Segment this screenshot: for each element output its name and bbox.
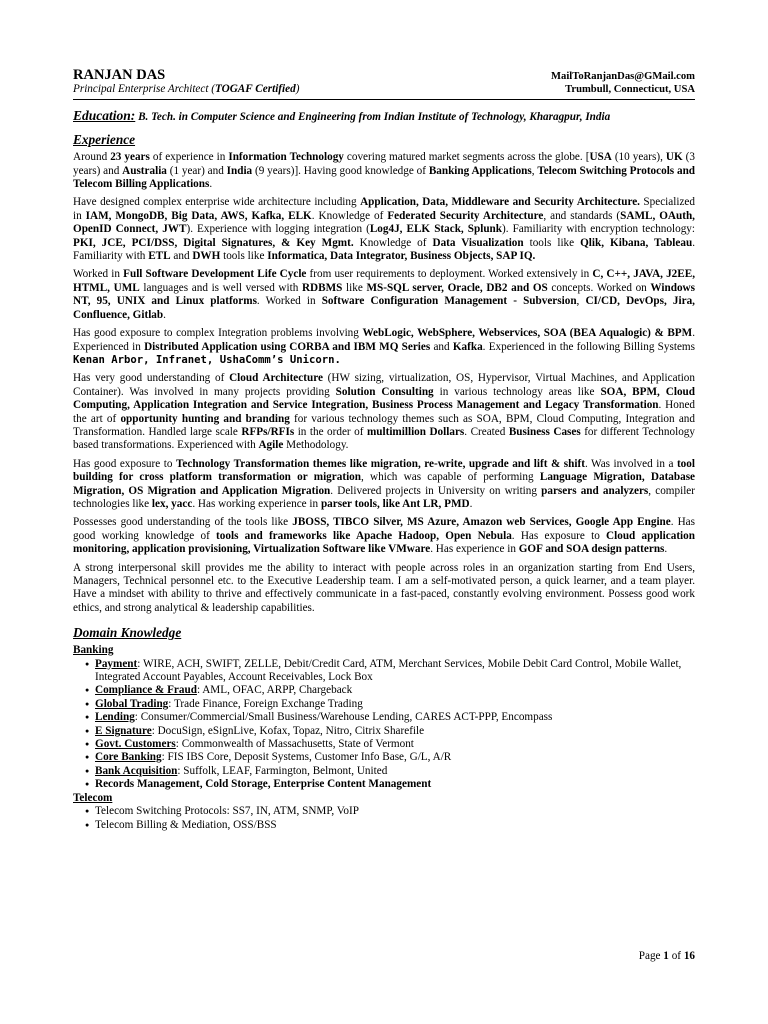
emphasis-text: GOF and SOA design patterns (518, 543, 665, 556)
email-address[interactable]: MailToRanjanDas@GMail.com (551, 71, 695, 82)
body-text: for different Technology based transformations. Experienced with (73, 425, 695, 452)
body-text: . Has exposure to (511, 529, 607, 542)
body-text: . Has good working knowledge of (73, 516, 696, 542)
banking-list (73, 658, 695, 792)
emphasis-text: Solution Consulting (335, 385, 434, 398)
body-text: Worked in (73, 268, 124, 281)
telecom-item: ● Telecom Billing & Mediation, OSS/BSS (85, 819, 695, 832)
body-text: in various technology areas like (433, 385, 601, 398)
body-text: (9 years)]. Having good knowledge of (252, 164, 429, 177)
emphasis-text: Qlik, Kibana, Tableau (580, 236, 693, 249)
banking-item-label: Compliance & Fraud (95, 684, 197, 697)
banking-item (85, 698, 695, 711)
emphasis-text: Kafka (452, 340, 483, 353)
emphasis-text: Cloud application monitoring, application provisioning, Virtualization Software like VMware (73, 529, 695, 556)
body-text: and (430, 340, 453, 353)
body-text: . Delivered projects in University on writing (330, 484, 542, 497)
emphasis-text: opportunity hunting and branding (120, 412, 290, 425)
emphasis-text: UK (665, 151, 683, 164)
body-text: , (576, 295, 586, 308)
body-text: Has good exposure to (73, 457, 176, 470)
banking-item-label: Core Banking (95, 751, 162, 764)
banking-item (85, 751, 695, 764)
experience-paragraph (73, 327, 695, 367)
emphasis-text: JBOSS, TIBCO Silver, MS Azure, Amazon web Services, Google App Engine (292, 516, 671, 529)
emphasis-text: multimillion Dollars (366, 425, 465, 438)
emphasis-text: India (226, 164, 253, 177)
candidate-name: RANJAN DAS (73, 67, 166, 83)
body-text: (3 years) and (73, 151, 695, 177)
body-text: . (163, 308, 166, 321)
page-number: 1 (663, 950, 669, 962)
body-text: tools like (220, 250, 268, 263)
domain-knowledge-heading: Domain Knowledge (73, 625, 182, 641)
body-text: . Honed the art of (73, 399, 695, 425)
body-text: , and standards ( (543, 209, 621, 222)
body-text: Has good exposure to complex Integration problems involving (73, 327, 363, 340)
page-total: 16 (683, 950, 695, 962)
banking-item-label: Global Trading (95, 697, 169, 710)
body-text: Knowledge of (353, 236, 433, 249)
body-text: Around (73, 151, 111, 164)
emphasis-text: WebLogic, WebSphere, Webservices, SOA (BEA Aqualogic) & BPM (362, 327, 693, 340)
body-text: covering matured market segments across the globe. [ (343, 151, 590, 164)
banking-item (85, 778, 695, 791)
emphasis-text: RFPs/RFIs (241, 425, 295, 438)
emphasis-text: IAM, MongoDB, Big Data, AWS, Kafka, ELK (85, 209, 312, 222)
emphasis-text: USA (589, 151, 612, 164)
body-text: . (664, 543, 668, 556)
body-text: tools like (523, 236, 581, 249)
banking-item-text: : Trade Finance, Foreign Exchange Trading (168, 697, 363, 710)
experience-heading: Experience (73, 132, 136, 148)
header-row-1 (73, 67, 695, 83)
banking-item-text: : WIRE, ACH, SWIFT, ZELLE, Debit/Credit Card, ATM, Merchant Services, Mobile Debit Card Control, Mobile Wallet, Integrated Account Payables, Account Receivables, Lock Box (95, 657, 682, 684)
body-text: like (342, 281, 367, 294)
banking-item-label: Bank Acquisition (95, 764, 178, 777)
body-text: (HW sizing, virtualization, OS, Hypervisor, Virtual Machines, and Application Container). Was involved in many projects providing (73, 372, 695, 398)
banking-item-text: : AML, OFAC, ARPP, Chargeback (196, 684, 353, 697)
body-text: A strong interpersonal skill provides me the ability to interact with people across roles in an organization starting from End Users, Managers, Technical personnel etc. to the Executive Leadership team. I am a self-motivated person, a quick learner, and a team player. Have a mindset with ability to thrive and effectively communicate in a fast-paced, constantly evolving environment. Possess good work ethics, and strong analytical & leadership capabilities. (73, 561, 695, 614)
education-line (73, 109, 695, 124)
location: Trumbull, Connecticut, USA (565, 84, 695, 96)
banking-item-label: Govt. Customers (95, 738, 176, 751)
banking-item (85, 684, 695, 697)
body-text: ). Familiarity with encryption technology: (502, 223, 695, 236)
role-text: Principal Enterprise Architect (73, 83, 209, 96)
banking-item-label: Payment (95, 657, 138, 670)
emphasis-text: Language Migration, Database Migration, OS Migration and Application Migration (73, 471, 696, 497)
job-title: Principal Enterprise Architect (TOGAF Certified) (73, 83, 300, 96)
body-text: (1 year) and (166, 164, 227, 177)
emphasis-text: lex, yacc (151, 497, 193, 510)
emphasis-text: parser tools, like Ant LR, PMD (320, 497, 470, 510)
banking-item-text: : Consumer/Commercial/Small Business/Warehouse Lending, CARES ACT-PPP, Encompass (134, 711, 553, 724)
body-text: . Experienced in (73, 327, 695, 353)
experience-paragraph (73, 268, 695, 322)
experience-body (73, 151, 695, 615)
body-text: . Knowledge of (311, 209, 388, 222)
body-text: , (531, 164, 538, 177)
emphasis-text: Software Configuration Management - Subversion (321, 295, 577, 308)
experience-paragraph (73, 372, 695, 452)
telecom-list (73, 805, 695, 832)
header-divider (73, 99, 695, 100)
page-footer (639, 950, 695, 962)
body-text: for various technology themes such as SOA, BPM, Cloud Computing, Integration and Transformation. Handled large scale (73, 412, 695, 438)
emphasis-text: Log4J, ELK Stack, Splunk (369, 223, 502, 236)
body-text: Specialized in (73, 196, 695, 222)
banking-item-label: Lending (95, 711, 135, 724)
body-text: Possesses good understanding of the tools like (73, 516, 293, 529)
experience-paragraph (73, 562, 695, 616)
banking-item (85, 738, 695, 751)
banking-item-text: : Suffolk, LEAF, Farmington, Belmont, United (177, 764, 388, 777)
banking-item (85, 725, 695, 738)
experience-paragraph (73, 151, 695, 191)
banking-item-text: : Commonwealth of Massachusetts, State of Vermont (175, 738, 414, 751)
body-text: Methodology. (283, 439, 349, 452)
emphasis-text: parsers and analyzers (541, 484, 649, 497)
banking-item-text: Records Management, Cold Storage, Enterprise Content Management (95, 778, 432, 791)
emphasis-text: Informatica, Data Integrator, Business Objects, SAP IQ. (267, 250, 536, 263)
emphasis-text: RDBMS (301, 281, 343, 294)
page-prefix: Page (638, 950, 664, 962)
body-text: . Was involved in a (584, 457, 677, 470)
banking-item-text: : FIS IBS Core, Deposit Systems, Customer Info Base, G/L, A/R (161, 751, 452, 764)
page-of: of (668, 950, 684, 962)
banking-heading: Banking (73, 644, 114, 657)
experience-paragraph (73, 196, 695, 263)
banking-item-label: E Signature (95, 724, 152, 737)
emphasis-text: Data Visualization (432, 236, 524, 249)
body-text: . (209, 178, 213, 191)
emphasis-text: Distributed Application using CORBA and IBM MQ Series (144, 340, 431, 353)
body-text: from user requirements to deployment. Worked extensively in (306, 268, 593, 281)
emphasis-text: CI/CD, DevOps, Jira, Confluence, Gitlab (73, 295, 695, 321)
certification: TOGAF Certified (215, 83, 296, 96)
emphasis-text: SOA, BPM, Cloud Computing, Application Integration and Service Integration, Business Process Management and Legacy Transformation (73, 385, 696, 412)
emphasis-text: tool building for cross platform transformation or migration (73, 457, 695, 484)
body-text: . Familiarity with (73, 236, 695, 263)
banking-item-text: : DocuSign, eSignLive, Kofax, Topaz, Nitro, Citrix Sharefile (151, 724, 425, 737)
body-text: . Created (464, 425, 509, 438)
telecom-item: ● Telecom Switching Protocols: SS7, IN, ATM, SNMP, VoIP (85, 805, 695, 818)
emphasis-text: Business Cases (508, 425, 581, 438)
emphasis-text: Telecom Switching Protocols and Telecom Billing Applications (73, 164, 696, 191)
body-text: concepts. Worked on (547, 281, 651, 294)
body-text: (10 years), (611, 151, 666, 164)
emphasis-text: Application, Data, Middleware and Security Architecture. (360, 196, 640, 209)
experience-paragraph (73, 458, 695, 512)
telecom-heading: Telecom (73, 791, 113, 804)
emphasis-text: Australia (122, 164, 167, 177)
banking-item (85, 765, 695, 778)
emphasis-text: ETL (148, 250, 171, 263)
emphasis-text: DWH (192, 250, 221, 263)
body-text: of experience in (149, 151, 229, 164)
body-text: , which was capable of performing (361, 471, 540, 484)
emphasis-text: SAML, OAuth, OpenID Connect, JWT (73, 209, 695, 236)
emphasis-text: Banking Applications (428, 164, 532, 177)
banking-item (85, 711, 695, 724)
emphasis-text: Agile (258, 439, 284, 452)
emphasis-text: C, C++, JAVA, J2EE, HTML, UML (73, 268, 695, 294)
emphasis-text: Full Software Development Life Cycle (123, 268, 307, 281)
education-heading: Education: (73, 107, 136, 123)
header-row-2 (73, 83, 695, 96)
resume-page (73, 67, 695, 832)
body-text: . Has working experience in (192, 497, 321, 510)
emphasis-text: Technology Transformation themes like migration, re-write, upgrade and lift & shift (175, 457, 585, 470)
emphasis-text: Windows NT, 95, UNIX and Linux platforms (73, 281, 695, 308)
body-text: . (469, 497, 473, 510)
emphasis-text: 23 years (110, 151, 150, 164)
emphasis-text: MS-SQL server, Oracle, DB2 and OS (366, 281, 548, 294)
emphasis-text: Federated Security Architecture (387, 209, 544, 222)
emphasis-text: Kenan Arbor, Infranet, UshaComm’s Unicorn. (73, 353, 341, 366)
emphasis-text: Cloud Architecture (229, 372, 323, 385)
banking-item (85, 658, 695, 685)
body-text: and (170, 250, 193, 263)
education-text: B. Tech. in Computer Science and Engineering from Indian Institute of Technology, Kharagpur, India (138, 110, 611, 123)
body-text: Have designed complex enterprise wide architecture including (73, 196, 361, 209)
body-text: languages and is well versed with (139, 281, 302, 294)
body-text: in the order of (294, 425, 367, 438)
emphasis-text: tools and frameworks like Apache Hadoop, Open Nebula (216, 529, 512, 542)
body-text: . Has experience in (430, 543, 519, 556)
body-text: . Worked in (256, 295, 322, 308)
body-text: ). Experience with logging integration ( (186, 223, 370, 236)
emphasis-text: Information Technology (228, 151, 344, 164)
experience-paragraph (73, 516, 695, 556)
body-text: , compiler technologies like (73, 484, 695, 510)
body-text: . Experienced in the following Billing Systems (482, 340, 695, 353)
emphasis-text: PKI, JCE, PCI/DSS, Digital Signatures, & Key Mgmt. (73, 236, 354, 249)
body-text: Has very good understanding of (73, 372, 230, 385)
